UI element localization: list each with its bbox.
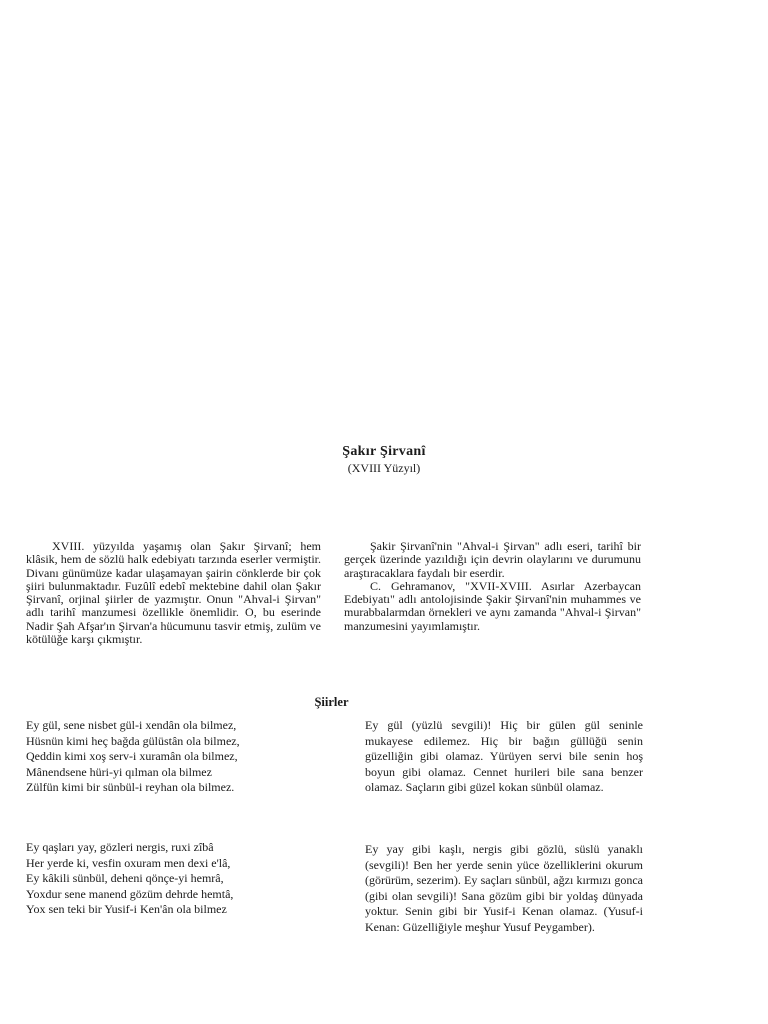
page-subtitle: (XVIII Yüzyıl)	[347, 461, 421, 475]
poem-line: Mânendsene hüri-yi qılman ola bilmez	[26, 764, 212, 779]
poem-line: Qeddin kimi xoş serv-i xuramân ola bilmez,	[26, 749, 238, 764]
poem-line: Yoxdur sene manend gözüm dehrde hemtâ,	[26, 886, 234, 901]
intro-right-column	[344, 540, 641, 633]
page-title: Şakır Şirvanî	[342, 444, 426, 459]
intro-left-column	[26, 540, 321, 646]
poem-line: Her yerde ki, vesfin oxuram men dexi e'lâ,	[26, 855, 231, 870]
poem-line: Zülfün kimi bir sünbül-i reyhan ola bilmez.	[26, 780, 235, 795]
poem-line: Ey kâkili sünbül, deheni qönçe-yi hemrâ,	[26, 871, 224, 886]
poem-original	[26, 718, 240, 796]
poem-translation: Ey yay gibi kaşlı, nergis gibi gözlü, süslü yanaklı (sevgili)! Ben her yerde senin yüce özelliklerini okurum (görürüm, sezerim). Ey saçları sünbül, ağzı kırmızı gonca (gibi olan sevgili)! Sana gözüm gibi bir yoldaş dünyada yoktur. Senin gibi bir Yusif-i Kenan olamaz. (Yusuf-i Kenan: Güzelliğiyle meşhur Yusuf Peygamber).	[365, 842, 643, 934]
poem-translation: Ey gül (yüzlü sevgili)! Hiç bir gülen gül seninle mukayese edilemez. Hiç bir bağın güllüğü senin güzelliğin gibi olamaz. Yürüyen servi bile senin hoş boyun gibi olamaz. Cennet hurileri bile sana benzer olamaz. Saçların gibi güzel kokan sünbül olamaz.	[365, 718, 643, 795]
poems-heading: Şiirler	[314, 695, 349, 709]
intro-paragraph: XVIII. yüzyılda yaşamış olan Şakır Şirvanî; hem klâsik, hem de sözlü halk edebiyatı tarzında eserler vermiştir. Divanı günümüze kadar ulaşamayan şairin cönklerde bir çok şiiri bulunmaktadır. Fuzûlî edebî mektebine dahil olan Şakır Şirvanî, orjinal şiirler de yazmıştır. Onun "Ahval-i Şirvan" adlı tarihî manzumesi özellikle önemlidir. O, bu eserinde Nadir Şah Afşar'ın Şirvan'a hücumunu tasvir etmiş, zulüm ve kötülüğe karşı çıkmıştır.	[26, 539, 321, 647]
poem-line: Ey qaşları yay, gözleri nergis, ruxi zîbâ	[26, 840, 214, 854]
poem-original	[26, 840, 233, 918]
poem-line: Hüsnün kimi heç bağda gülüstân ola bilmez,	[26, 733, 240, 748]
poem-line: Yox sen teki bir Yusif-i Ken'ân ola bilmez	[26, 902, 227, 917]
intro-paragraph: Şakir Şirvanî'nin "Ahval-i Şirvan" adlı eseri, tarihî bir gerçek üzerinde yazıldığı için devrin olaylarını ve durumunu araştıracaklara faydalı bir eserdir.	[344, 539, 641, 580]
poem-line: Ey gül, sene nisbet gül-i xendân ola bilmez,	[26, 718, 237, 732]
intro-paragraph: C. Gehramanov, "XVII-XVIII. Asırlar Azerbaycan Edebiyatı" adlı antolojisinde Şakir Şirvanî'nin muhammes ve murabbalarmdan örnekleri ve aynı zamanda "Ahval-i Şirvan" manzumesini yayımlamıştır.	[344, 578, 641, 633]
